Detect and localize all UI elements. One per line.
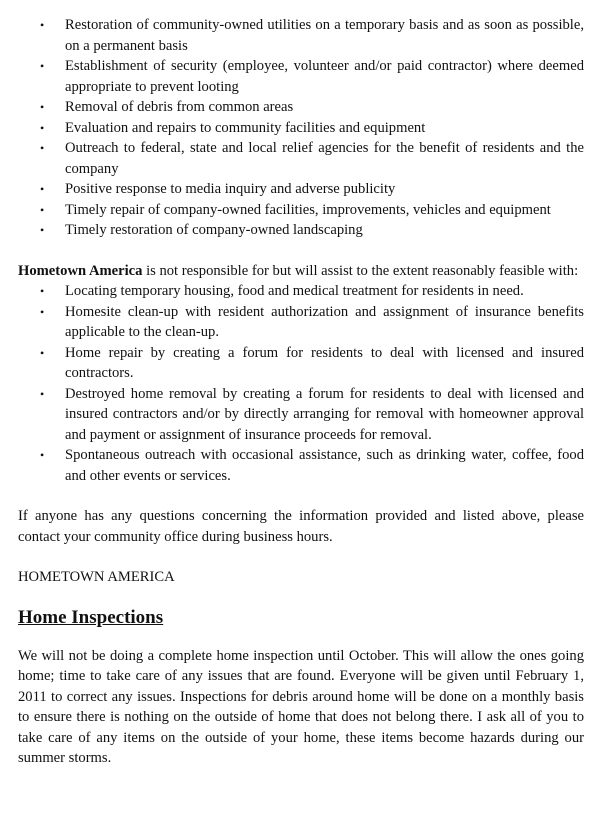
list-item-text: Evaluation and repairs to community facilities and equipment — [65, 119, 426, 136]
list-item-text: Timely restoration of company-owned landscaping — [65, 222, 363, 238]
bullet-icon: • — [40, 223, 45, 237]
contact-paragraph: If anyone has any questions concerning the information provided and listed above, please contact your community office during business hours. — [18, 508, 584, 545]
home-inspections-paragraph: We will not be doing a complete home inspection until October. This will allow the ones going home; time to take care of any issues that are found. Everyone will be given until February 1, 2011 to correct any issues. Inspections for debris around home will be done on a monthly basis to ensure there is nothing on the outside of home that does not belong there. I ask all of you to take care of any items on the outside of your home, these items become hazards during our summer storms. — [18, 647, 584, 766]
bullet-icon: • — [40, 18, 45, 32]
list-item — [18, 281, 584, 302]
bullet-icon: • — [40, 59, 45, 73]
home-inspections-heading: Home Inspections — [18, 606, 164, 628]
list-item-text: Outreach to federal, state and local relief agencies for the benefit of residents and the company — [65, 140, 584, 177]
list-item — [18, 118, 584, 139]
assist-intro-text: is not responsible for but will assist to the extent reasonably feasible with: — [142, 262, 579, 279]
list-item-text: Homesite clean-up with resident authorization and assignment of insurance benefits applicable to the clean-up. — [65, 303, 584, 340]
list-item-text: Establishment of security (employee, volunteer and/or paid contractor) where deemed appropriate to prevent looting — [65, 58, 584, 95]
list-item-text: Positive response to media inquiry and adverse publicity — [65, 181, 396, 197]
company-responsibilities-list — [18, 15, 584, 241]
list-item-text: Locating temporary housing, food and medical treatment for residents in need. — [65, 283, 524, 299]
list-item — [18, 200, 584, 221]
bullet-icon: • — [40, 202, 45, 217]
company-name: Hometown America — [18, 262, 143, 279]
list-item-text: Destroyed home removal by creating a forum for residents to deal with licensed and insured contractors and/or by directly arranging for removal with homeowner approval and payment or assignment of insurance proceeds for removal. — [65, 385, 584, 443]
bullet-icon: • — [40, 284, 45, 298]
list-item — [18, 220, 584, 241]
bullet-icon: • — [40, 386, 45, 401]
bullet-icon: • — [40, 100, 45, 114]
list-item — [18, 138, 584, 179]
document-page — [18, 15, 584, 769]
list-item — [18, 343, 584, 384]
list-item — [18, 384, 584, 446]
list-item — [18, 56, 584, 97]
assist-intro-paragraph — [18, 261, 584, 282]
list-item — [18, 179, 584, 200]
bullet-icon: • — [40, 182, 45, 196]
bullet-icon: • — [40, 141, 45, 155]
list-item-text: Spontaneous outreach with occasional assistance, such as drinking water, coffee, food and other events or services. — [65, 447, 584, 484]
list-item — [18, 97, 584, 118]
bullet-icon: • — [40, 304, 45, 319]
list-item-text: Removal of debris from common areas — [65, 99, 294, 115]
list-item-text: Timely repair of company-owned facilities, improvements, vehicles and equipment — [65, 201, 551, 218]
list-item — [18, 15, 584, 56]
bullet-icon: • — [40, 345, 45, 360]
list-item-text: Home repair by creating a forum for residents to deal with licensed and insured contractors. — [65, 344, 584, 381]
list-item-text: Restoration of community-owned utilities on a temporary basis and as soon as possible, on a permanent basis — [65, 17, 584, 54]
list-item — [18, 445, 584, 486]
bullet-icon: • — [40, 120, 45, 135]
list-item — [18, 302, 584, 343]
bullet-icon: • — [40, 448, 45, 462]
assistance-list — [18, 281, 584, 486]
signature: HOMETOWN AMERICA — [18, 569, 175, 585]
